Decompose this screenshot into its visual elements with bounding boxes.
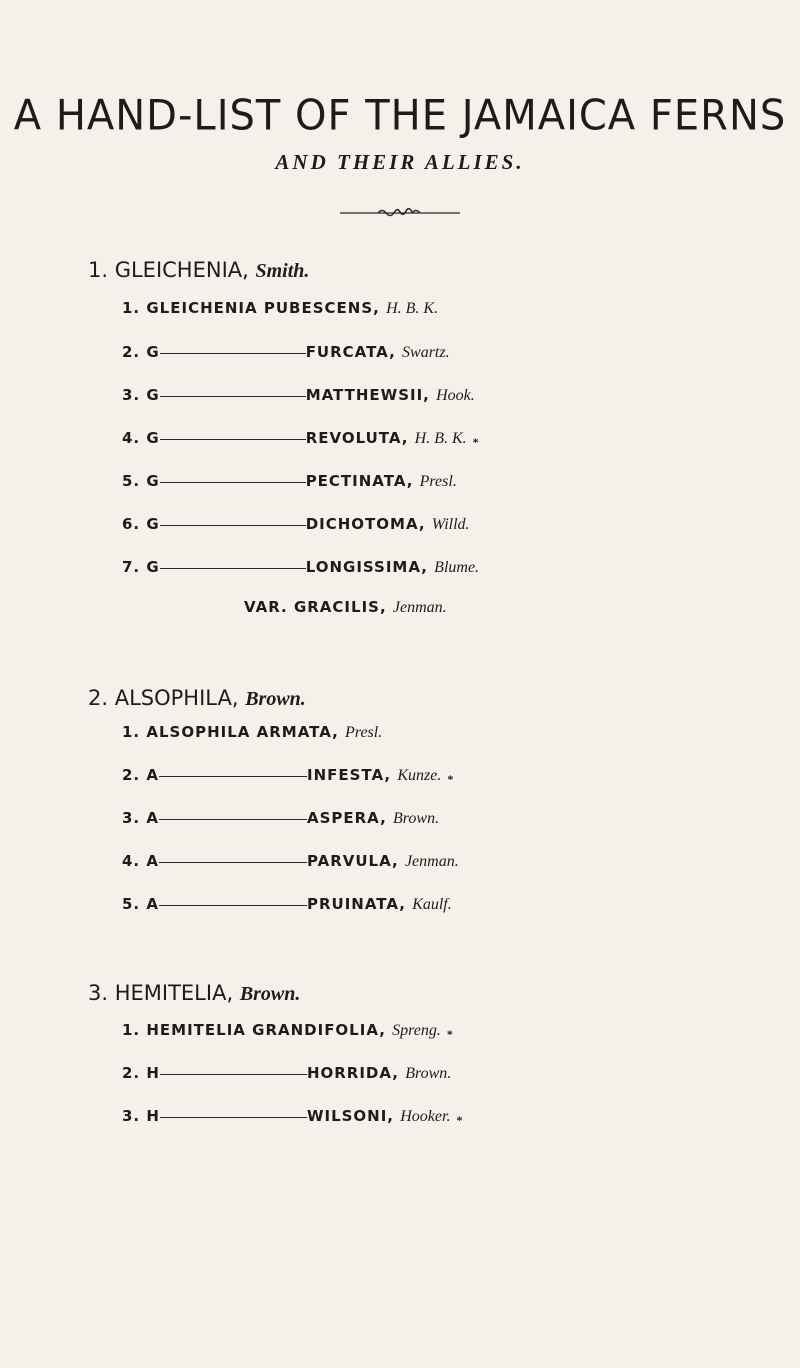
- list-item: 2. G FURCATA, Swartz.: [122, 343, 450, 361]
- list-item: 5. G PECTINATA, Presl.: [122, 472, 457, 490]
- dash-rule: [159, 862, 307, 863]
- dash-rule: [160, 482, 306, 483]
- genus-name: 3. HEMITELIA,: [88, 981, 234, 1005]
- page-subtitle: AND THEIR ALLIES.: [275, 150, 525, 174]
- dash-rule: [160, 439, 306, 440]
- genus-heading-gleichenia: [88, 258, 309, 283]
- list-item: 3. G MATTHEWSII, Hook.: [122, 386, 475, 404]
- dash-rule: [160, 396, 306, 397]
- list-item: 2. H HORRIDA, Brown.: [122, 1064, 452, 1082]
- dash-rule: [159, 819, 307, 820]
- list-item: 4. G REVOLUTA, H. B. K. $_*$: [122, 429, 480, 449]
- dash-rule: [160, 353, 306, 354]
- dash-rule: [160, 1074, 307, 1075]
- dash-rule: [160, 568, 306, 569]
- variety-entry: VAR. GRACILIS, Jenman.: [244, 598, 447, 616]
- list-item: 5. A PRUINATA, Kaulf.: [122, 895, 452, 913]
- list-item: 4. A PARVULA, Jenman.: [122, 852, 459, 870]
- genus-author: Brown.: [245, 688, 306, 710]
- genus-name: 1. GLEICHENIA,: [88, 258, 249, 282]
- genus-heading-hemitelia: [88, 981, 300, 1006]
- page-title: A HAND-LIST OF THE JAMAICA FERNS: [13, 91, 787, 141]
- list-item: 1. HEMITELIA GRANDIFOLIA, Spreng. $_*$: [122, 1021, 454, 1041]
- dash-rule: [159, 776, 307, 777]
- genus-heading-alsophila: [88, 686, 306, 711]
- dash-rule: [159, 905, 307, 906]
- genus-name: 2. ALSOPHILA,: [88, 686, 239, 710]
- list-item: 7. G LONGISSIMA, Blume.: [122, 558, 480, 576]
- dash-rule: [160, 525, 306, 526]
- list-item: 3. H WILSONI, Hooker. $_*$: [122, 1107, 464, 1127]
- list-item: 1. ALSOPHILA ARMATA, Presl.: [122, 723, 383, 741]
- list-item: 2. A INFESTA, Kunze. $_*$: [122, 766, 455, 786]
- list-item: 3. A ASPERA, Brown.: [122, 809, 440, 827]
- dash-rule: [160, 1117, 307, 1118]
- genus-author: Smith.: [255, 260, 310, 282]
- list-item: 1. GLEICHENIA PUBESCENS, H. B. K.: [122, 299, 439, 317]
- genus-author: Brown.: [239, 983, 301, 1005]
- ornament-icon: [340, 206, 460, 218]
- list-item: 6. G DICHOTOMA, Willd.: [122, 515, 470, 533]
